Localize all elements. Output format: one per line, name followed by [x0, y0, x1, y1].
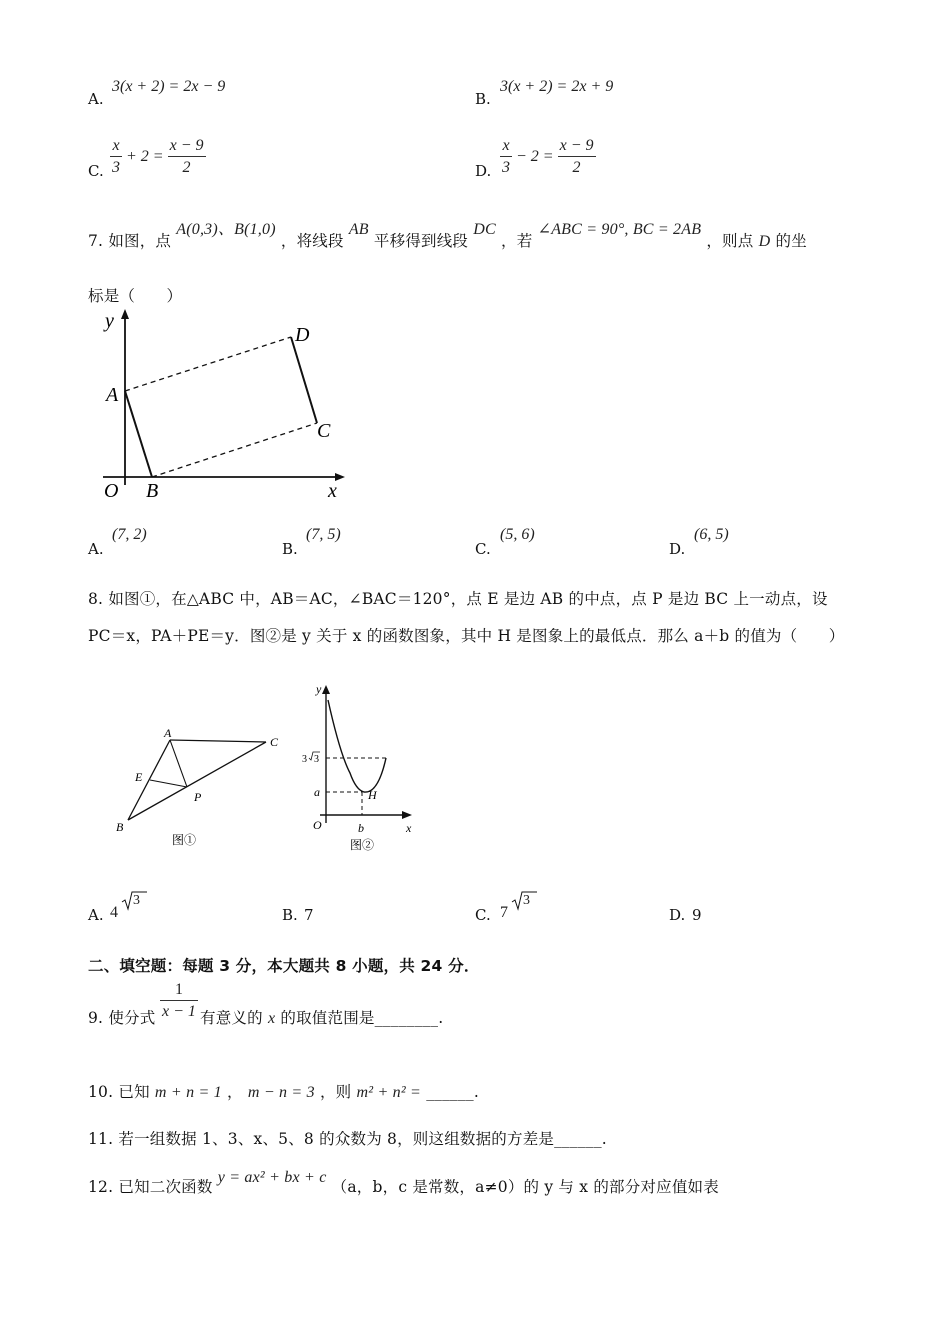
- q9-stem-rest: [200, 1006, 443, 1028]
- q7-text: ，若: [501, 232, 533, 250]
- q9-fraction: [160, 980, 198, 1023]
- fig2-label-x: x: [406, 821, 412, 835]
- segment-pe: [150, 780, 187, 787]
- x-axis-arrow: [402, 811, 412, 819]
- fig2-label-y: y: [316, 682, 322, 696]
- q9-prefix: 9. 使分式: [88, 1009, 156, 1027]
- q7-stem: [88, 221, 807, 251]
- q7-text: ，则点: [706, 232, 754, 250]
- q9-var: x: [267, 1010, 276, 1027]
- fig-label-a: A: [106, 384, 119, 406]
- frac-num: 1: [160, 980, 198, 1001]
- q7-option-a-value: (7, 2): [112, 526, 147, 543]
- q8-option-a-label: A.: [88, 906, 104, 924]
- q8-option-c-coef: 7: [500, 904, 508, 921]
- q7-text: 平移得到线段: [373, 232, 469, 250]
- q7-condition: ∠ABC = 90°, BC = 2AB: [537, 221, 702, 238]
- q7-option-a-label: A.: [88, 540, 104, 558]
- frac-num: x: [110, 136, 122, 157]
- fig-label-b: B: [146, 480, 159, 502]
- fig1-caption: 图①: [172, 833, 197, 847]
- q6-option-b-expr: 3(x + 2) = 2x + 9: [500, 78, 614, 95]
- q6-option-c-expr: [110, 136, 206, 179]
- q7-point-d: D: [758, 233, 771, 250]
- fig2-label-a: a: [314, 785, 320, 799]
- q8-option-b-value: 7: [304, 906, 314, 924]
- q7-option-c-label: C.: [475, 540, 491, 558]
- q8-figure-1: [110, 718, 300, 858]
- q11-stem: 11. 若一组数据 1、3、x、5、8 的众数为 8，则这组数据的方差是______.: [88, 1130, 607, 1148]
- y-axis-arrow: [322, 685, 330, 694]
- q6-option-a-label: A.: [88, 90, 104, 108]
- frac-mid: − 2 =: [516, 148, 554, 166]
- q6-option-a-expr: 3(x + 2) = 2x − 9: [112, 78, 226, 95]
- q8-option-c-label: C.: [475, 906, 491, 924]
- fig2-label-three: 3: [302, 754, 307, 765]
- fig1-label-b: B: [116, 820, 124, 834]
- q6-option-b-label: B.: [475, 90, 491, 108]
- frac-den: 2: [572, 159, 581, 176]
- frac-num: x − 9: [168, 136, 206, 157]
- q7-option-d-value: (6, 5): [694, 526, 729, 543]
- fig2-label-sqrt3: 3: [314, 754, 319, 765]
- fig-label-x: x: [328, 480, 337, 502]
- fig-label-o: O: [104, 480, 119, 502]
- segment-dc: [291, 337, 317, 423]
- q10-stem: [88, 1080, 479, 1102]
- q8-figure-2: [298, 678, 428, 858]
- frac-den: 2: [182, 159, 191, 176]
- q10-expr: m² + n² =: [356, 1084, 422, 1101]
- section-title: 二、填空题：每题 3 分，本大题共 8 小题，共 24 分．: [88, 957, 480, 975]
- frac-mid: + 2 =: [126, 148, 164, 166]
- q7-points: A(0,3)、B(1,0): [176, 221, 276, 238]
- segment-ad: [125, 337, 291, 391]
- segment-bc: [152, 423, 317, 477]
- q7-text: ，将线段: [280, 232, 344, 250]
- frac-den: 3: [502, 159, 510, 176]
- q10-sep: ，: [227, 1083, 243, 1101]
- fig1-label-a: A: [164, 726, 172, 740]
- frac-den: 3: [112, 159, 120, 176]
- q10-eq1: m + n = 1: [154, 1084, 222, 1101]
- fig2-label-o: O: [313, 818, 322, 832]
- q8-option-b-label: B.: [282, 906, 298, 924]
- fig1-label-c: C: [270, 735, 279, 749]
- q9-text: 有意义的: [200, 1009, 263, 1027]
- q9-stem: [88, 1006, 155, 1028]
- q8-stem-line2: PC＝x，PA＋PE＝y．图②是 y 关于 x 的函数图象，其中 H 是图象上的最低点．那么 a＋b 的值为（ ）: [88, 627, 845, 645]
- fig2-caption: 图②: [350, 838, 375, 852]
- frac-num: x: [500, 136, 512, 157]
- q10-blank: ______.: [426, 1083, 480, 1101]
- q7-text: 7. 如图，点: [88, 232, 172, 250]
- q7-stem-line2: 标是（ ）: [88, 287, 183, 305]
- q7-figure: [95, 305, 355, 505]
- q7-text: 的坐: [775, 232, 807, 250]
- fig1-label-p: P: [194, 790, 202, 804]
- q9-text: 的取值范围是________.: [280, 1009, 444, 1027]
- fig-label-d: D: [295, 324, 310, 346]
- q6-option-c-label: C.: [88, 162, 104, 180]
- q7-option-c-value: (5, 6): [500, 526, 535, 543]
- q12-function: y = ax² + bx + c: [217, 1169, 327, 1186]
- segment-ab: [125, 391, 152, 477]
- q10-mid: ，则: [319, 1083, 352, 1101]
- fig2-label-h: H: [368, 788, 377, 802]
- frac-den: x − 1: [162, 1003, 196, 1020]
- q7-option-b-label: B.: [282, 540, 298, 558]
- q10-prefix: 10. 已知: [88, 1083, 150, 1101]
- q12-prefix: 12. 已知二次函数: [88, 1178, 213, 1196]
- q7-seg-dc: DC: [473, 221, 496, 238]
- q7-option-b-value: (7, 5): [306, 526, 341, 543]
- q8-option-a-radicand: 3: [133, 893, 140, 908]
- q6-option-d-expr: [500, 136, 596, 179]
- function-curve: [328, 700, 386, 792]
- side-ac: [170, 740, 266, 742]
- q7-option-d-label: D.: [669, 540, 686, 558]
- q8-option-d-value: 9: [692, 906, 702, 924]
- y-axis-arrow: [121, 309, 129, 319]
- q12-suffix: （a，b，c 是常数，a≠0）的 y 与 x 的部分对应值如表: [331, 1178, 719, 1196]
- q6-option-d-label: D.: [475, 162, 492, 180]
- fig1-label-e: E: [135, 770, 143, 784]
- q8-option-d-label: D.: [669, 906, 686, 924]
- q8-stem-line1: 8. 如图①，在△ABC 中，AB＝AC，∠BAC＝120°，点 E 是边 AB 的中点，点 P 是边 BC 上一动点，设: [88, 590, 828, 608]
- fig2-label-b: b: [358, 821, 364, 835]
- segment-pa: [170, 740, 187, 787]
- frac-num: x − 9: [558, 136, 596, 157]
- q10-eq2: m − n = 3: [247, 1084, 315, 1101]
- q7-seg-ab: AB: [348, 221, 369, 238]
- q12-stem: [88, 1169, 719, 1197]
- q8-option-a-coef: 4: [110, 904, 118, 921]
- fig-label-c: C: [317, 420, 331, 442]
- fig-label-y: y: [105, 310, 114, 332]
- q8-option-c-radicand: 3: [523, 893, 530, 908]
